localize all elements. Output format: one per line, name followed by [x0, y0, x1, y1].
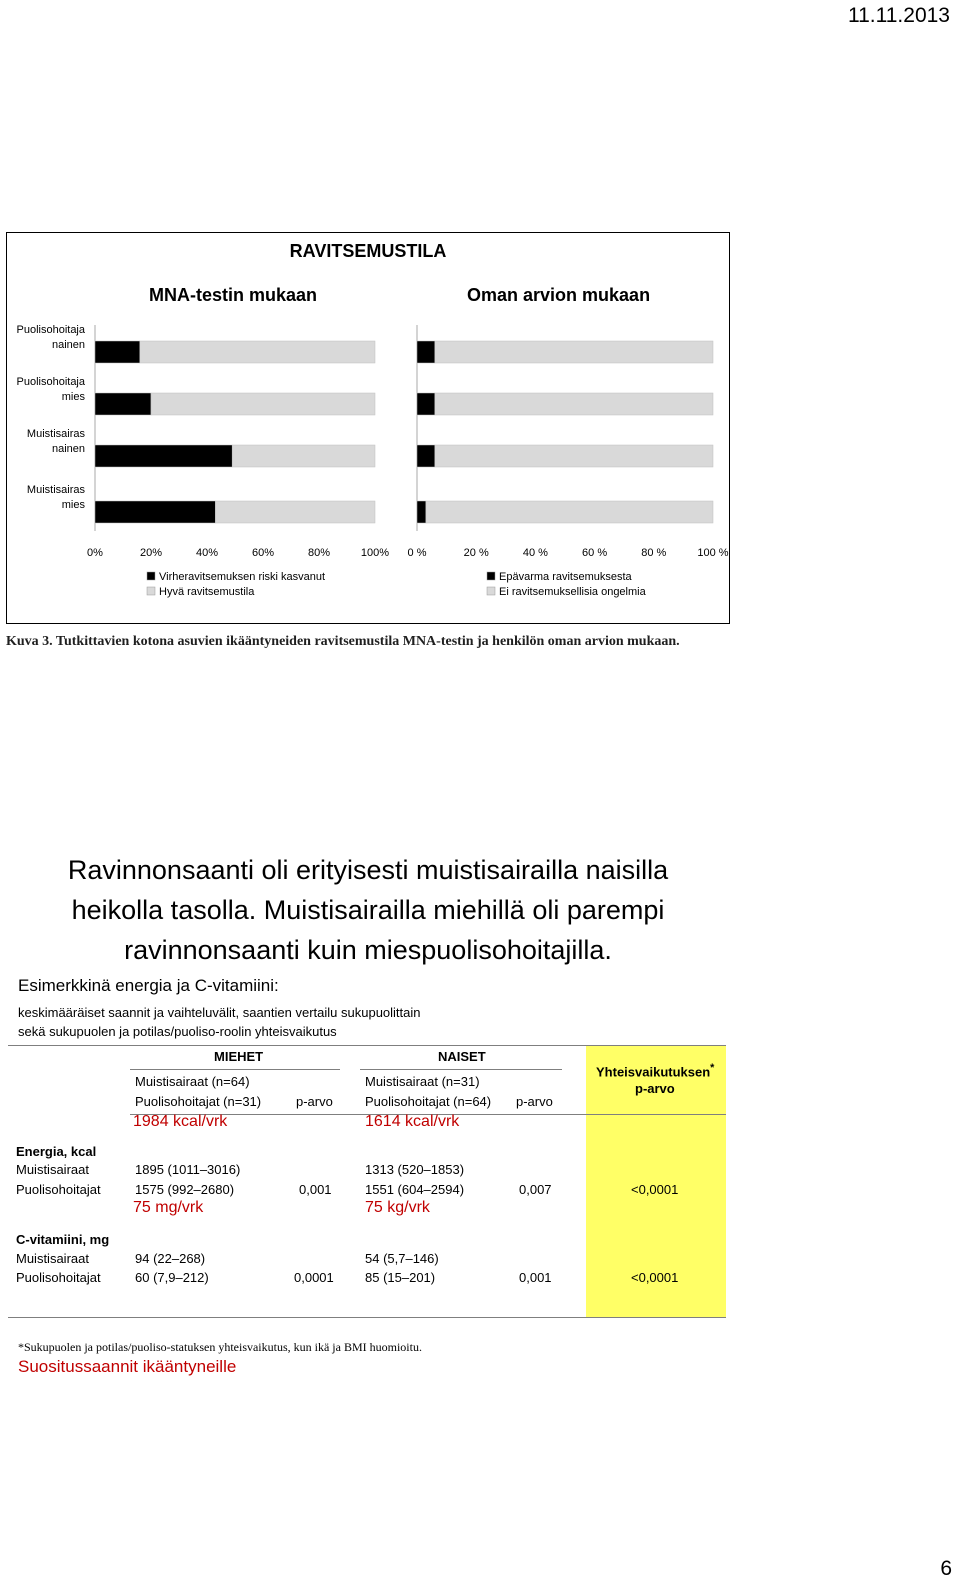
category-label: mies: [61, 391, 85, 403]
mna-tick-label: 20%: [139, 547, 163, 559]
sub-text-line: keskimääräiset saannit ja vaihteluvälit, saantien vertailu sukupuolittain: [18, 1005, 421, 1020]
heading-line: heikolla tasolla. Muistisairailla miehillä oli parempi: [71, 895, 665, 925]
figure-chart-svg: [7, 233, 729, 623]
energy-section-label: Energia, kcal: [16, 1144, 97, 1159]
table-footnote: *Sukupuolen ja potilas/puoliso-statuksen yhteisvaikutus, kun ikä ja BMI huomioitu.: [18, 1340, 422, 1354]
slide-date: 11.11.2013: [848, 4, 950, 27]
energy-men-p: 0,001: [299, 1182, 332, 1197]
interaction-header: Yhteisvaikutuksen*: [596, 1062, 715, 1080]
heading-line: Ravinnonsaanti oli erityisesti muistisairailla naisilla: [67, 855, 669, 885]
self-bar-segment: [426, 501, 713, 523]
men-group1-header: Muistisairaat (n=64): [135, 1074, 250, 1089]
mna-bar-segment: [232, 445, 375, 467]
figure-title: RAVITSEMUSTILA: [289, 241, 447, 261]
mna-tick-label: 40%: [195, 547, 219, 559]
women-p-header: p-arvo: [516, 1094, 553, 1109]
self-bar-segment: [417, 501, 426, 523]
mna-tick-label: 80%: [307, 547, 331, 559]
mna-legend-label: Virheravitsemuksen riski kasvanut: [159, 571, 326, 583]
vitc-section-label: C-vitamiini, mg: [16, 1232, 110, 1247]
men-p-header: p-arvo: [296, 1094, 333, 1109]
mna-bar-segment: [95, 341, 140, 363]
vitc-row2-label: Puolisohoitajat: [16, 1270, 101, 1285]
intro-text: Esimerkkinä energia ja C-vitamiini:: [18, 976, 279, 995]
mna-bar-segment: [140, 341, 375, 363]
vitc-women-row2: 85 (15–201): [365, 1270, 436, 1285]
mna-bar-segment: [95, 501, 215, 523]
page-number: 6: [940, 1557, 952, 1580]
mna-legend-swatch: [147, 587, 155, 595]
category-label: nainen: [51, 339, 85, 351]
self-bar-segment: [417, 393, 435, 415]
self-tick-label: 20 %: [463, 547, 489, 559]
figure-caption: Kuva 3. Tutkittavien kotona asuvien ikääntyneiden ravitsemustila MNA-testin ja henkilön oman arvion mukaan.: [6, 634, 680, 649]
slide-heading: [0, 850, 736, 970]
self-bar-segment: [417, 341, 435, 363]
category-label: Puolisohoitaja: [16, 324, 85, 336]
self-bar-segment: [435, 393, 713, 415]
women-header: NAISET: [438, 1049, 486, 1064]
self-tick-label: 80 %: [641, 547, 667, 559]
table-bottom-rule: [8, 1317, 726, 1318]
mna-tick-label: 0%: [87, 547, 103, 559]
women-group1-header: Muistisairaat (n=31): [365, 1074, 480, 1089]
self-legend-swatch: [487, 572, 495, 580]
interaction-parvo-header: p-arvo: [635, 1081, 675, 1096]
vitc-women-p: 0,001: [519, 1270, 552, 1285]
recommendation-label: Suositussaannit ikääntyneille: [18, 1357, 237, 1376]
vitc-interaction-p: <0,0001: [631, 1270, 679, 1285]
table-top-rule: [8, 1045, 726, 1046]
energy-women-row1: 1313 (520–1853): [365, 1162, 465, 1177]
category-label: mies: [61, 499, 85, 511]
category-label: Puolisohoitaja: [16, 376, 85, 388]
nutrition-figure: [6, 232, 730, 624]
energy-women-row2: 1551 (604–2594): [365, 1182, 465, 1197]
intake-table: [0, 1045, 736, 1320]
vitc-men-p: 0,0001: [294, 1270, 334, 1285]
men-group2-header: Puolisohoitajat (n=31): [135, 1094, 262, 1109]
men-header: MIEHET: [214, 1049, 264, 1064]
energy-men-row2: 1575 (992–2680): [135, 1182, 235, 1197]
sub-text-line: sekä sukupuolen ja potilas/puoliso-roolin yhteisvaikutus: [18, 1024, 337, 1039]
men-header-rule: [130, 1069, 340, 1070]
women-group2-header: Puolisohoitajat (n=64): [365, 1094, 492, 1109]
recommended-vitc-men: 75 mg/vrk: [133, 1199, 204, 1216]
mna-bar-segment: [215, 501, 375, 523]
energy-men-row1: 1895 (1011–3016): [135, 1162, 241, 1177]
recommended-energy-men: 1984 kcal/vrk: [133, 1113, 228, 1130]
energy-row1-label: Muistisairaat: [16, 1162, 89, 1177]
recommended-vitc-women: 75 kg/vrk: [365, 1199, 430, 1216]
category-label: nainen: [51, 443, 85, 455]
self-legend-swatch: [487, 587, 495, 595]
recommended-energy-women: 1614 kcal/vrk: [365, 1113, 460, 1130]
category-label: Muistisairas: [26, 484, 85, 496]
self-legend-label: Epävarma ravitsemuksesta: [499, 571, 632, 583]
mna-panel-title: MNA-testin mukaan: [149, 285, 318, 305]
self-bar-segment: [435, 341, 713, 363]
self-assessment-panel-title: Oman arvion mukaan: [467, 285, 651, 305]
heading-line: ravinnonsaanti kuin miespuolisohoitajilla.: [124, 935, 612, 965]
vitc-men-row1: 94 (22–268): [135, 1251, 206, 1266]
mna-tick-label: 60%: [251, 547, 275, 559]
mna-bar-segment: [95, 445, 232, 467]
mna-bar-segment: [95, 393, 151, 415]
vitc-women-row1: 54 (5,7–146): [365, 1251, 439, 1266]
self-tick-label: 60 %: [582, 547, 608, 559]
mna-legend-swatch: [147, 572, 155, 580]
self-tick-label: 100 %: [697, 547, 729, 559]
energy-interaction-p: <0,0001: [631, 1182, 679, 1197]
self-tick-label: 40 %: [522, 547, 548, 559]
vitc-men-row2: 60 (7,9–212): [135, 1270, 209, 1285]
self-bar-segment: [417, 445, 435, 467]
energy-row2-label: Puolisohoitajat: [16, 1182, 101, 1197]
women-header-rule: [360, 1069, 562, 1070]
mna-bar-segment: [151, 393, 375, 415]
mna-tick-label: 100%: [360, 547, 390, 559]
vitc-row1-label: Muistisairaat: [16, 1251, 89, 1266]
self-legend-label: Ei ravitsemuksellisia ongelmia: [499, 586, 646, 598]
category-label: Muistisairas: [26, 428, 85, 440]
mna-legend-label: Hyvä ravitsemustila: [159, 586, 255, 598]
sub-text: [18, 1003, 538, 1041]
self-tick-label: 0 %: [407, 547, 427, 559]
energy-women-p: 0,007: [519, 1182, 552, 1197]
self-bar-segment: [435, 445, 713, 467]
